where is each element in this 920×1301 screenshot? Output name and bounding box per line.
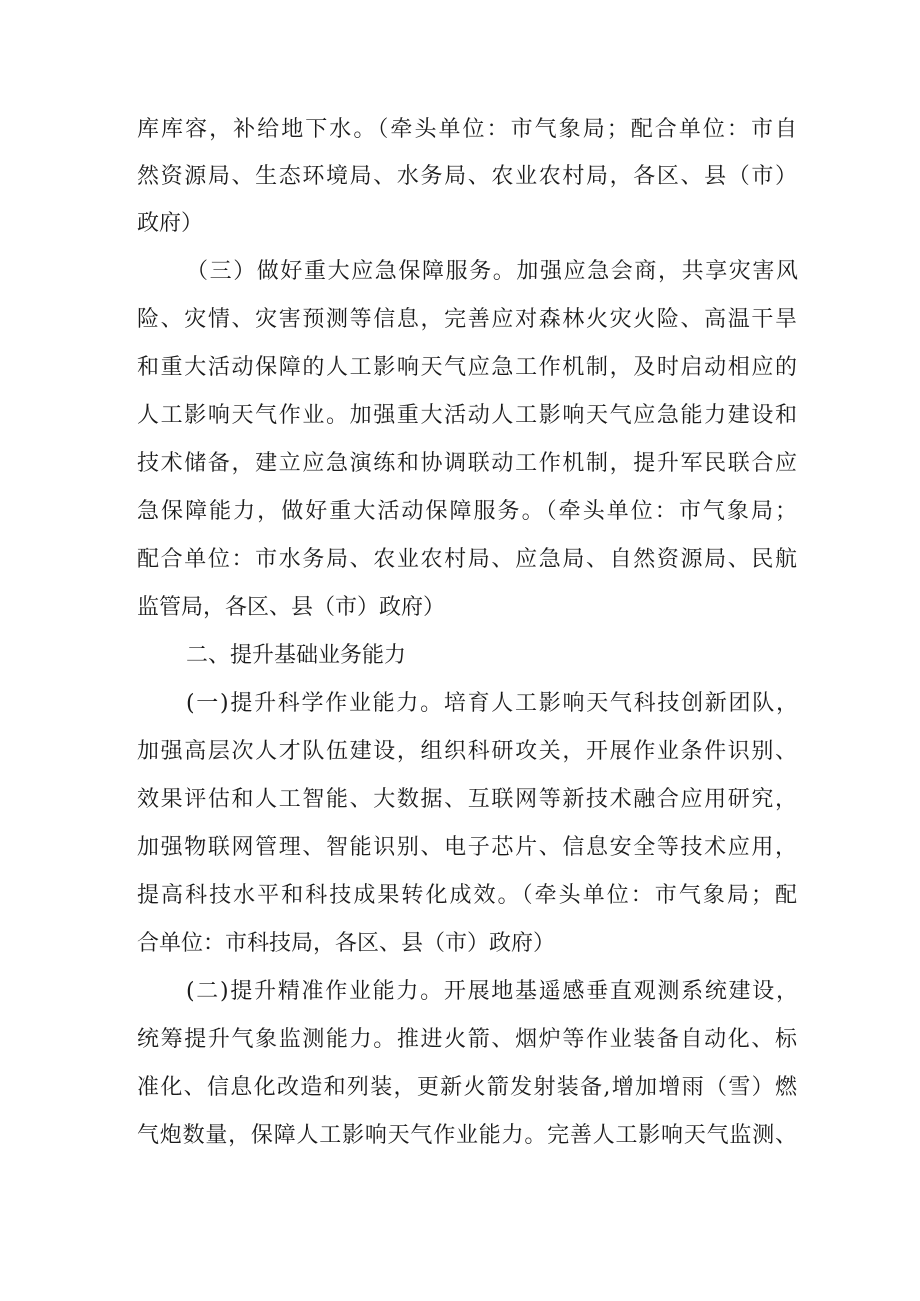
text-line: 技术储备，建立应急演练和协调联动工作机制，提升军民联合应 xyxy=(137,451,797,476)
text-line: 险、灾情、灾害预测等信息，完善应对森林火灾火险、高温干旱 xyxy=(137,307,797,332)
text-line: 政府） xyxy=(137,211,204,236)
section-heading: 二、提升基础业务能力 xyxy=(186,643,407,668)
paragraph-heading-line: (二)提升精准作业能力。开展地基遥感垂直观测系统建设， xyxy=(186,979,798,1004)
text-line: 和重大活动保障的人工影响天气应急工作机制，及时启动相应的 xyxy=(137,355,797,380)
text-line: 加强物联网管理、智能识别、电子芯片、信息安全等技术应用， xyxy=(137,835,797,860)
text-line: 急保障能力，做好重大活动保障服务。（牵头单位：市气象局； xyxy=(137,499,797,524)
text-line: 合单位：市科技局，各区、县（市）政府） xyxy=(137,931,556,956)
text-line: 库库容，补给地下水。（牵头单位：市气象局；配合单位：市自 xyxy=(137,117,797,142)
text-line: 气炮数量，保障人工影响天气作业能力。完善人工影响天气监测、 xyxy=(137,1123,797,1148)
text-line: 然资源局、生态环境局、水务局、农业农村局，各区、县（市） xyxy=(137,164,797,189)
text-line: 监管局，各区、县（市）政府） xyxy=(137,595,446,620)
text-line: 配合单位：市水务局、农业农村局、应急局、自然资源局、民航 xyxy=(137,547,797,572)
paragraph-heading-line: (一)提升科学作业能力。培育人工影响天气科技创新团队， xyxy=(186,691,798,716)
paragraph-heading-line: （三）做好重大应急保障服务。加强应急会商，共享灾害风 xyxy=(186,259,798,284)
text-line: 效果评估和人工智能、大数据、互联网等新技术融合应用研究， xyxy=(137,787,797,812)
text-line: 提高科技水平和科技成果转化成效。（牵头单位：市气象局；配 xyxy=(137,883,797,908)
text-line: 统筹提升气象监测能力。推进火箭、烟炉等作业装备自动化、标 xyxy=(137,1027,797,1052)
text-line: 加强高层次人才队伍建设，组织科研攻关，开展作业条件识别、 xyxy=(137,739,797,764)
text-line: 准化、信息化改造和列装，更新火箭发射装备,增加增雨（雪）燃 xyxy=(137,1075,797,1100)
text-line: 人工影响天气作业。加强重大活动人工影响天气应急能力建设和 xyxy=(137,403,797,428)
